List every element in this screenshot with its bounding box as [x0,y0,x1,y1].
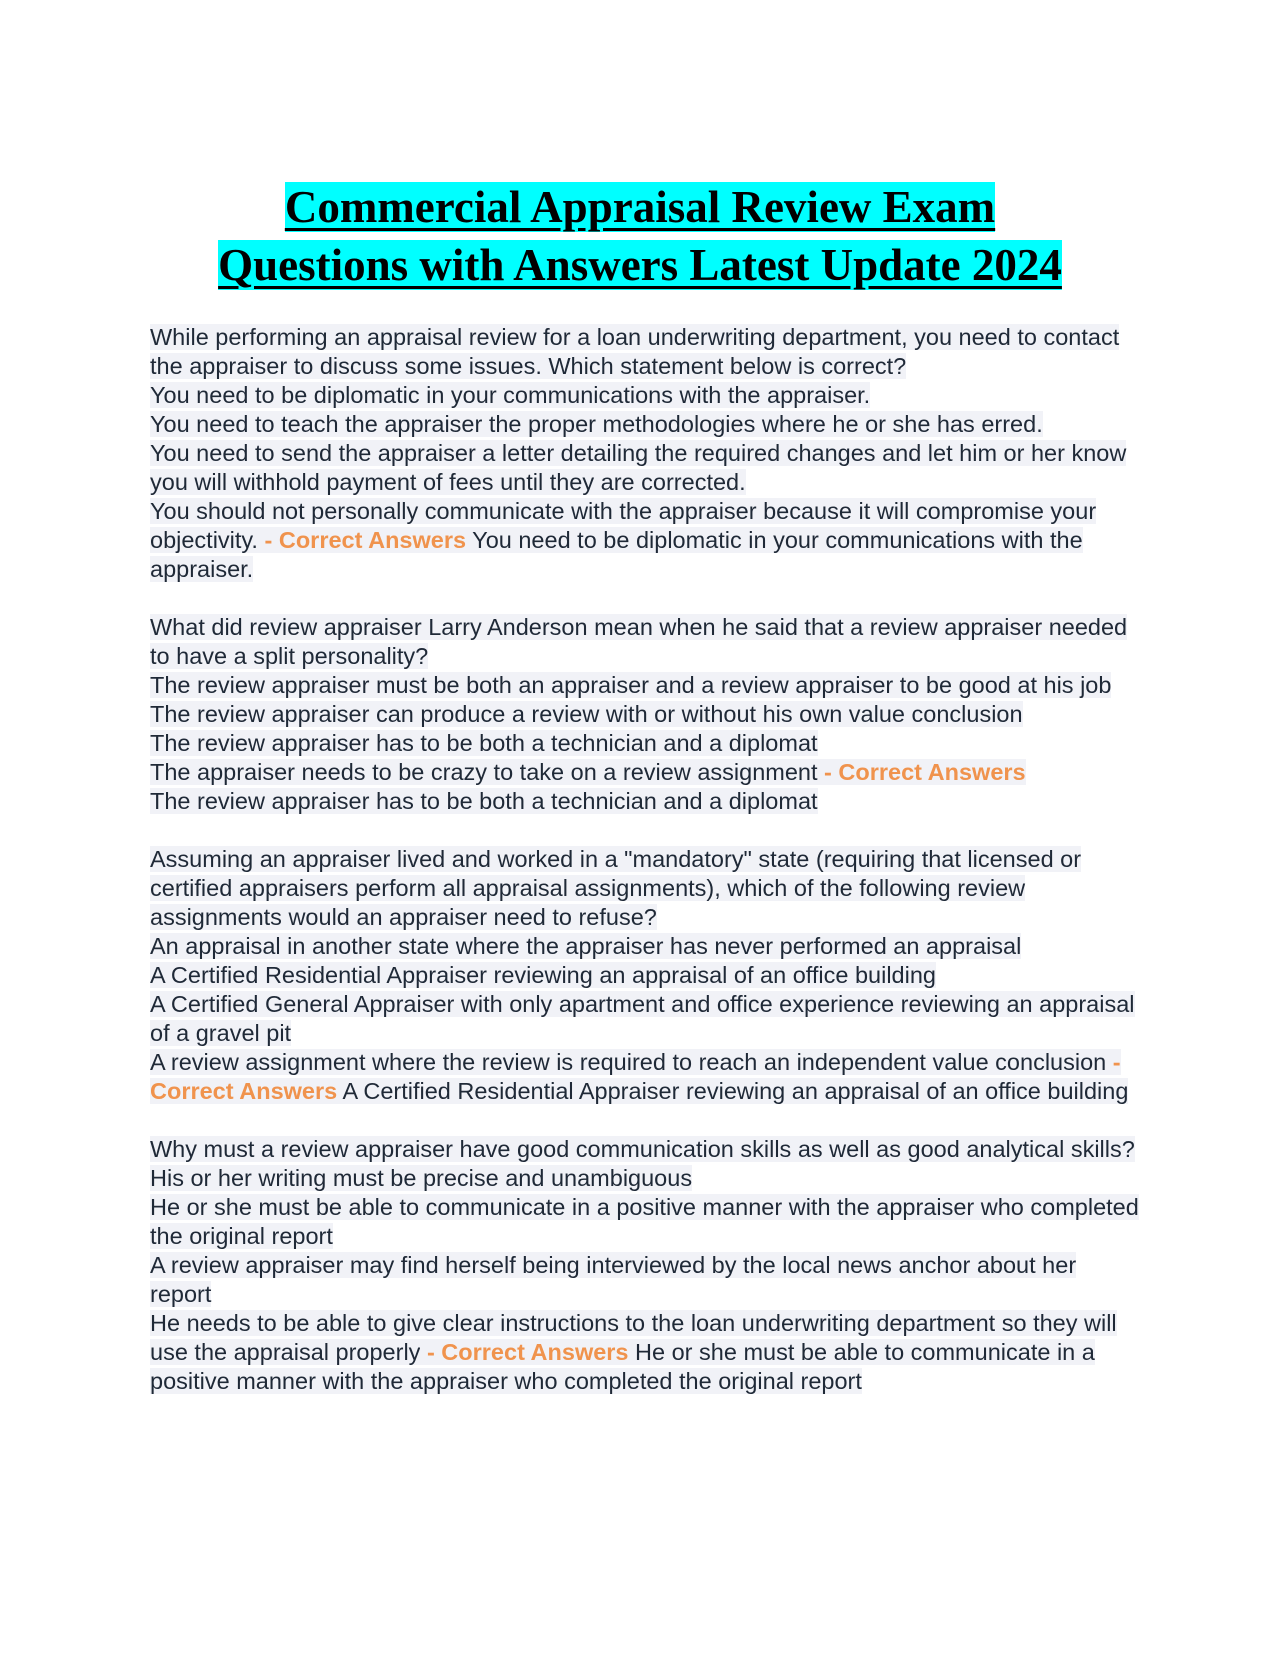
answer-option: He or she must be able to communicate in a positive manner with the appraiser who completed the original report [150,1194,1139,1249]
correct-answers-marker: - Correct Answers [264,527,467,553]
answer-option-with-correct-answer: A review assignment where the review is required to reach an independent value conclusion - Correct Answers A Certified Residential Appraiser reviewing an appraisal of an office building [150,1049,1129,1104]
correct-answer-text: The review appraiser has to be both a technician and a diplomat [150,788,818,814]
answer-option: The review appraiser has to be both a technician and a diplomat [150,730,818,756]
answer-option: You need to send the appraiser a letter detailing the required changes and let him or her know you will withhold payment of fees until they are corrected. [150,440,1127,495]
question-block [150,323,1140,584]
title-line-1: Commercial Appraisal Review Exam [284,182,996,232]
answer-option: A Certified General Appraiser with only apartment and office experience reviewing an appraisal of a gravel pit [150,991,1135,1046]
question-block [150,845,1140,1106]
answer-option: A Certified Residential Appraiser reviewing an appraisal of an office building [150,962,936,988]
question-block [150,613,1140,816]
answer-option: The review appraiser must be both an appraiser and a review appraiser to be good at his job [150,672,1112,698]
correct-answer-text: He or she must be able to communicate in a positive manner with the appraiser who completed the original report [150,1339,1095,1394]
question-text: Why must a review appraiser have good communication skills as well as good analytical skills? [150,1136,1135,1162]
document-body [150,323,1140,1425]
question-text: While performing an appraisal review for a loan underwriting department, you need to contact the appraiser to discuss some issues. Which statement below is correct? [150,324,1120,379]
answer-option-with-correct-answer: He needs to be able to give clear instructions to the loan underwriting department so they will use the appraisal properly - Correct Answers He or she must be able to communicate in a positive manner with the appraiser who completed the original report [150,1310,1117,1394]
correct-answer-text: A Certified Residential Appraiser reviewing an appraisal of an office building [342,1078,1129,1104]
correct-answers-marker: - Correct Answers [150,1049,1121,1104]
correct-answer-text: You need to be diplomatic in your communications with the appraiser. [150,527,1083,582]
question-text: Assuming an appraiser lived and worked in a "mandatory" state (requiring that licensed or certified appraisers perform all appraisal assignments), which of the following review assignments would an appraiser need to refuse? [150,846,1082,930]
answer-option-with-correct-answer: You should not personally communicate with the appraiser because it will compromise your objectivity. - Correct Answers You need to be diplomatic in your communications with the appraiser. [150,498,1097,582]
correct-answers-marker: - Correct Answers [824,759,1026,785]
answer-option: His or her writing must be precise and unambiguous [150,1165,693,1191]
title-line-2: Questions with Answers Latest Update 2024 [218,240,1062,290]
answer-option: You need to teach the appraiser the proper methodologies where he or she has erred. [150,411,1043,437]
answer-option: A review appraiser may find herself being interviewed by the local news anchor about her report [150,1252,1077,1307]
answer-option: You need to be diplomatic in your communications with the appraiser. [150,382,871,408]
answer-option-with-correct-answer: The appraiser needs to be crazy to take on a review assignment - Correct Answers The review appraiser has to be both a technician and a diplomat [150,759,1026,814]
correct-answers-marker: - Correct Answers [426,1339,629,1365]
question-text: What did review appraiser Larry Anderson mean when he said that a review appraiser needed to have a split personality? [150,614,1128,669]
answer-option: The review appraiser can produce a review with or without his own value conclusion [150,701,1023,727]
question-block [150,1135,1140,1396]
document-title [150,178,1130,294]
answer-option: An appraisal in another state where the appraiser has never performed an appraisal [150,933,1022,959]
